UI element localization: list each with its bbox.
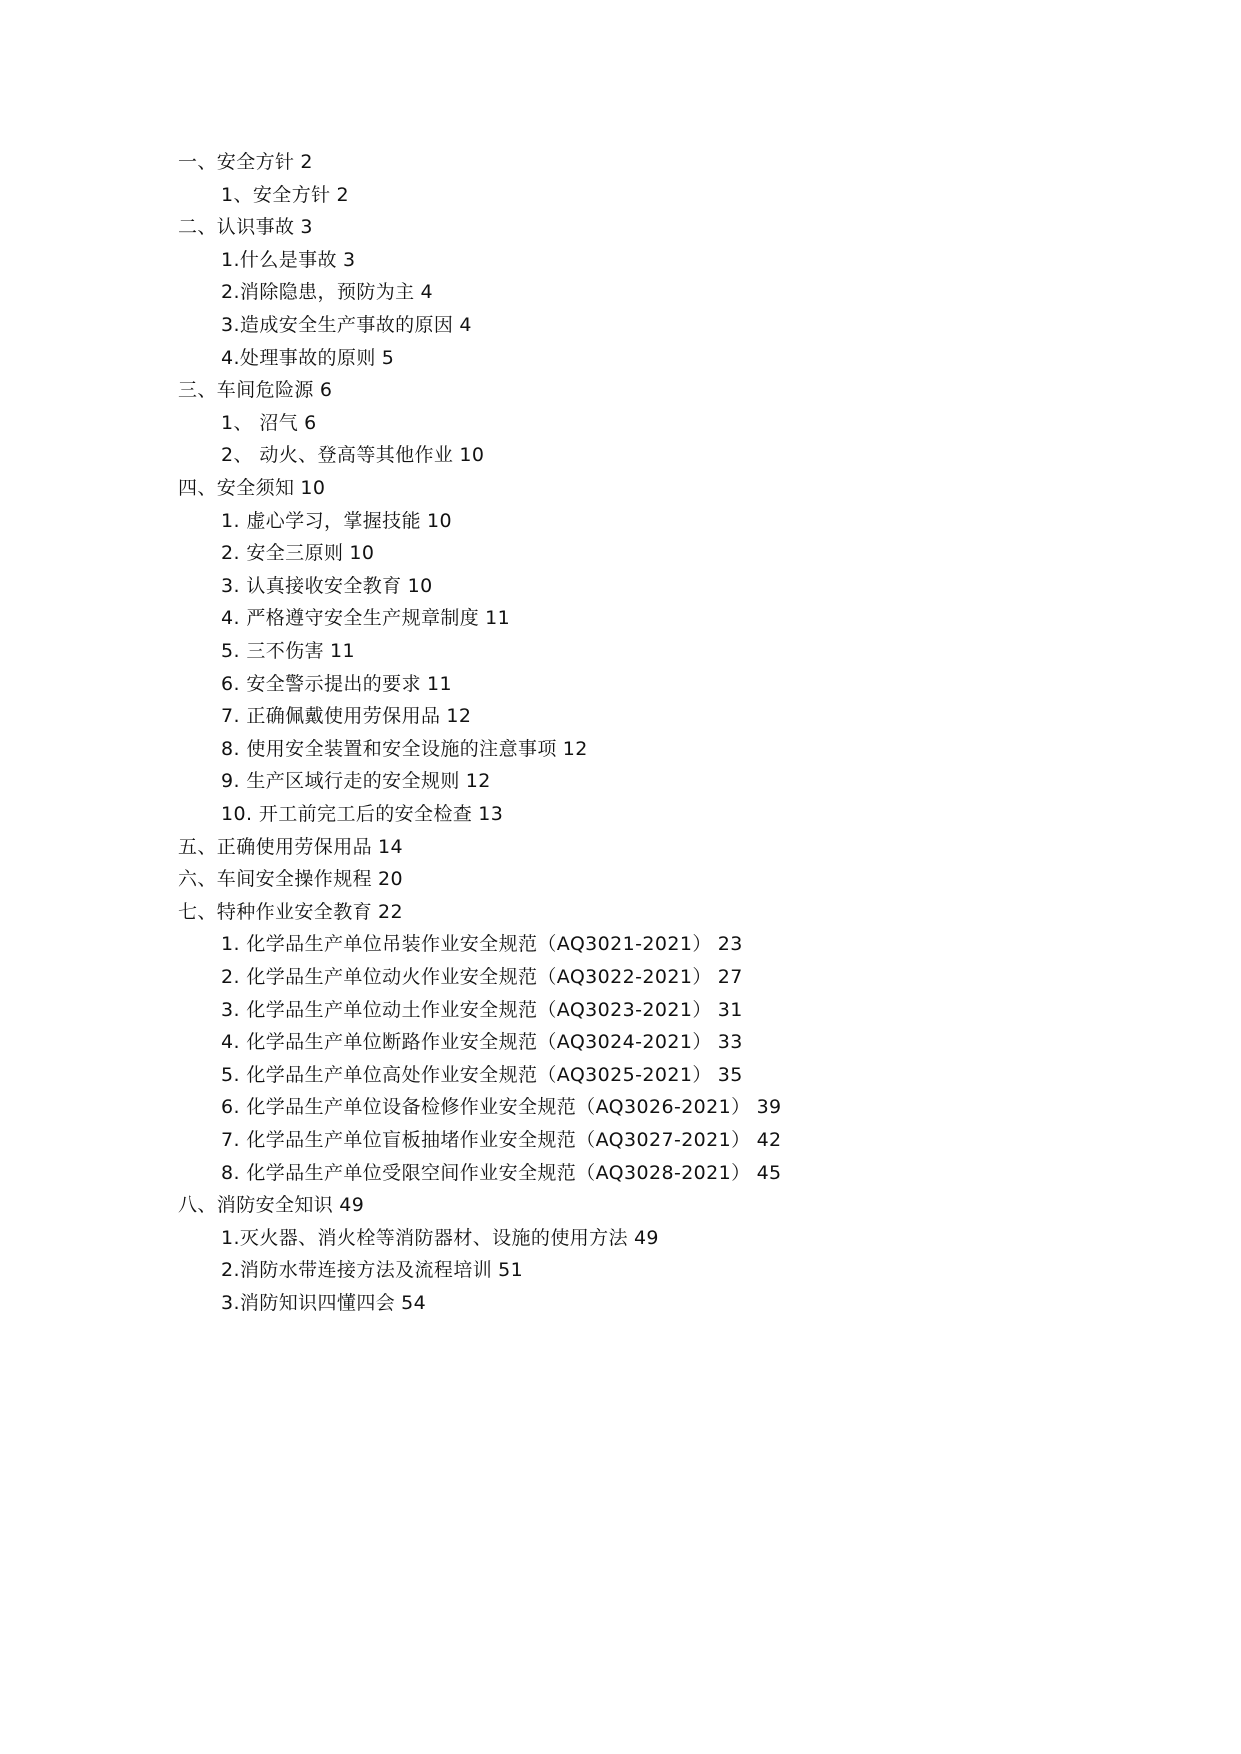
toc-section-entry[interactable] [221, 639, 355, 663]
toc-section-entry[interactable] [221, 1030, 743, 1054]
toc-page-number: 54 [401, 1292, 427, 1314]
toc-entry-title: 3.造成安全生产事故的原因 [221, 314, 454, 336]
toc-entry-title: 7. 正确佩戴使用劳保用品 [221, 705, 441, 728]
toc-entry-title: 2. 安全三原则 [221, 542, 344, 565]
toc-section-entry[interactable] [221, 1226, 659, 1250]
toc-entry-title: 五、正确使用劳保用品 [178, 835, 373, 858]
toc-page-number: 2 [336, 183, 349, 206]
toc-page-number: 12 [465, 770, 491, 793]
toc-page-number: 14 [378, 835, 403, 858]
toc-section-entry[interactable] [221, 509, 452, 533]
toc-chapter-entry[interactable] [178, 378, 332, 402]
toc-entry-title: 1. 化学品生产单位吊装作业安全规范（AQ3021-2021） [221, 933, 712, 956]
toc-page-number: 22 [378, 900, 403, 923]
toc-section-entry[interactable] [221, 1161, 782, 1185]
toc-entry-title: 3. 认真接收安全教育 [221, 574, 402, 597]
toc-page-number: 6 [319, 379, 333, 402]
toc-entry-title: 7. 化学品生产单位盲板抽堵作业安全规范（AQ3027-2021） [221, 1129, 751, 1151]
toc-entry-title: 6. 化学品生产单位设备检修作业安全规范（AQ3026-2021） [221, 1096, 751, 1119]
toc-entry-title: 4. 化学品生产单位断路作业安全规范（AQ3024-2021） [221, 1031, 712, 1054]
toc-page-number: 51 [498, 1259, 524, 1282]
toc-page-number: 23 [717, 933, 743, 956]
toc-page-number: 4 [420, 281, 434, 304]
toc-section-entry[interactable] [221, 672, 452, 696]
toc-section-entry[interactable] [221, 769, 491, 793]
toc-section-entry[interactable] [221, 574, 433, 598]
toc-section-entry[interactable] [221, 932, 743, 956]
toc-section-entry[interactable] [221, 411, 317, 435]
toc-entry-title: 3. 化学品生产单位动土作业安全规范（AQ3023-2021） [221, 998, 712, 1021]
toc-entry-title: 七、特种作业安全教育 [178, 900, 373, 923]
toc-entry-title: 八、消防安全知识 [178, 1194, 334, 1217]
toc-entry-title: 六、车间安全操作规程 [178, 868, 373, 891]
toc-page-number: 35 [717, 1063, 743, 1086]
toc-page-number: 11 [485, 607, 511, 630]
toc-page-number: 42 [756, 1129, 782, 1151]
toc-entry-title: 2.消防水带连接方法及流程培训 [221, 1259, 493, 1282]
toc-section-entry[interactable] [221, 541, 374, 565]
toc-page-number: 10 [459, 444, 485, 467]
toc-section-entry[interactable] [221, 248, 355, 272]
toc-entry-title: 1.灭火器、消火栓等消防器材、设施的使用方法 [221, 1226, 628, 1249]
toc-entry-title: 8. 使用安全装置和安全设施的注意事项 [221, 737, 557, 760]
toc-page-number: 3 [300, 216, 313, 239]
toc-page-number: 39 [756, 1096, 782, 1119]
toc-section-entry[interactable] [221, 802, 503, 826]
toc-entry-title: 1.什么是事故 [221, 248, 337, 271]
toc-section-entry[interactable] [221, 998, 743, 1022]
toc-section-entry[interactable] [221, 346, 394, 370]
toc-entry-title: 2.消除隐患，预防为主 [221, 281, 415, 304]
toc-entry-title: 1、安全方针 [221, 183, 331, 206]
toc-section-entry[interactable] [221, 965, 743, 989]
toc-section-entry[interactable] [221, 313, 472, 337]
toc-entry-title: 4. 严格遵守安全生产规章制度 [221, 607, 480, 630]
toc-entry-title: 1、 沼气 [221, 411, 299, 434]
toc-page-number: 4 [459, 314, 472, 336]
toc-entry-title: 6. 安全警示提出的要求 [221, 672, 421, 695]
toc-section-entry[interactable] [221, 606, 510, 630]
toc-page-number: 12 [562, 737, 588, 760]
toc-section-entry[interactable] [221, 1063, 743, 1087]
toc-entry-title: 5. 化学品生产单位高处作业安全规范（AQ3025-2021） [221, 1063, 712, 1086]
toc-page-number: 5 [381, 346, 395, 369]
toc-entry-title: 10. 开工前完工后的安全检查 [221, 803, 473, 825]
toc-page-number: 27 [717, 966, 743, 988]
toc-section-entry[interactable] [221, 1291, 426, 1315]
toc-entry-title: 1. 虚心学习，掌握技能 [221, 509, 421, 532]
toc-section-entry[interactable] [221, 1258, 523, 1282]
toc-entry-title: 4.处理事故的原则 [221, 346, 376, 369]
toc-entry-title: 5. 三不伤害 [221, 640, 324, 662]
toc-entry-title: 3.消防知识四懂四会 [221, 1292, 396, 1314]
toc-entry-title: 2. 化学品生产单位动火作业安全规范（AQ3022-2021） [221, 966, 712, 988]
toc-page-number: 2 [300, 151, 313, 173]
toc-page-number: 13 [478, 803, 504, 825]
toc-entry-title: 二、认识事故 [178, 216, 295, 239]
toc-page-number: 10 [426, 509, 452, 532]
toc-page-number: 33 [717, 1031, 743, 1054]
toc-section-entry[interactable] [221, 183, 349, 207]
toc-page-number: 20 [378, 868, 403, 891]
toc-chapter-entry[interactable] [178, 867, 403, 891]
toc-page-number: 31 [717, 998, 743, 1021]
toc-page-number: 12 [446, 705, 472, 728]
toc-page-number: 11 [426, 672, 452, 695]
toc-page-number: 10 [300, 477, 326, 499]
toc-section-entry[interactable] [221, 1128, 782, 1152]
toc-page-number: 45 [756, 1161, 782, 1184]
toc-section-entry[interactable] [221, 443, 484, 467]
toc-chapter-entry[interactable] [178, 900, 403, 924]
toc-chapter-entry[interactable] [178, 476, 325, 500]
toc-section-entry[interactable] [221, 1095, 782, 1119]
toc-section-entry[interactable] [221, 704, 471, 728]
toc-section-entry[interactable] [221, 280, 433, 304]
toc-entry-title: 2、 动火、登高等其他作业 [221, 444, 454, 467]
toc-chapter-entry[interactable] [178, 150, 313, 174]
toc-page-number: 6 [304, 411, 317, 434]
toc-page-number: 10 [349, 542, 375, 565]
toc-entry-title: 8. 化学品生产单位受限空间作业安全规范（AQ3028-2021） [221, 1161, 751, 1184]
toc-page-number: 10 [407, 574, 433, 597]
toc-chapter-entry[interactable] [178, 835, 403, 859]
toc-page-number: 11 [329, 640, 355, 662]
toc-entry-title: 9. 生产区域行走的安全规则 [221, 770, 460, 793]
toc-page-number: 49 [339, 1194, 365, 1217]
toc-entry-title: 四、安全须知 [178, 477, 295, 499]
toc-entry-title: 一、安全方针 [178, 151, 295, 173]
toc-page-number: 3 [342, 248, 356, 271]
toc-entry-title: 三、车间危险源 [178, 379, 314, 402]
toc-chapter-entry[interactable] [178, 1193, 364, 1217]
toc-chapter-entry[interactable] [178, 215, 313, 239]
toc-page-number: 49 [633, 1226, 659, 1249]
toc-section-entry[interactable] [221, 737, 588, 761]
